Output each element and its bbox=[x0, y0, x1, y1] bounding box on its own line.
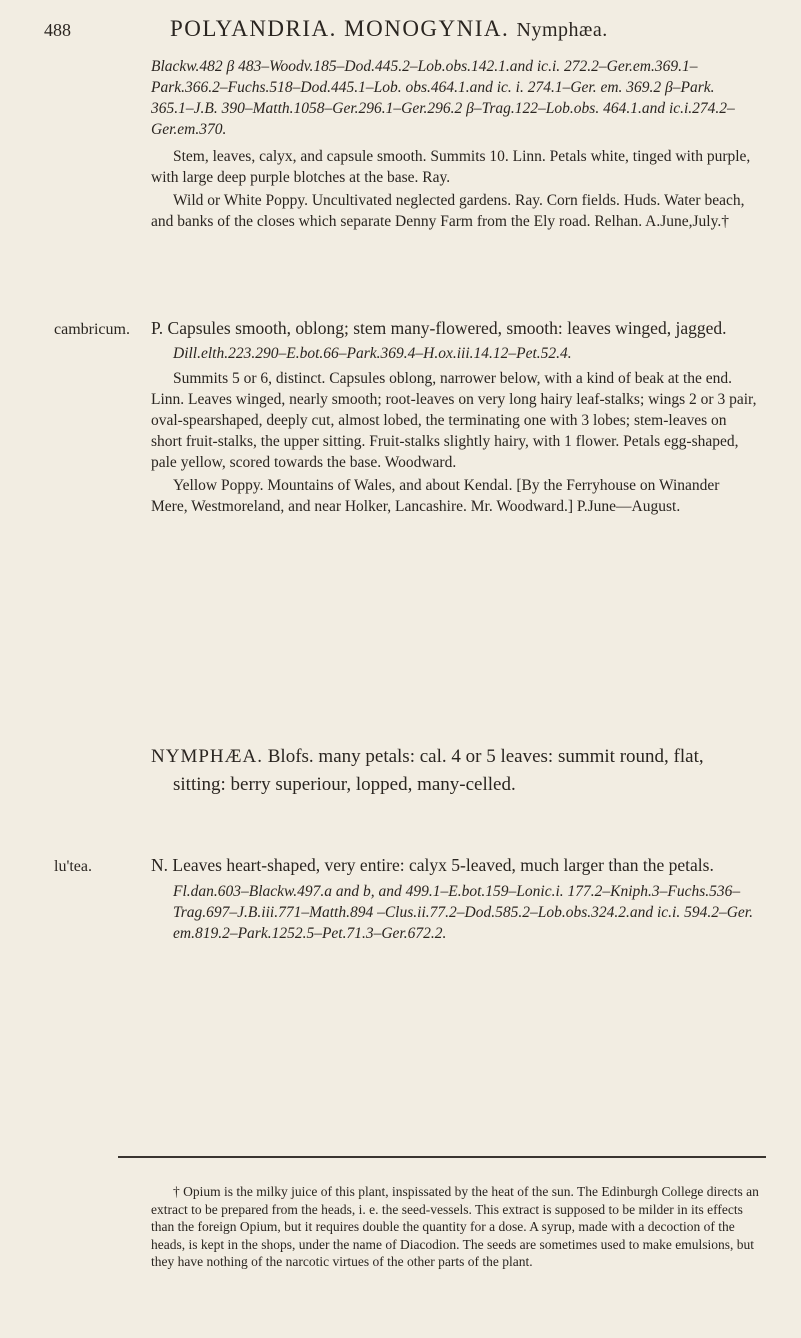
genus-characters: Blofs. many petals: cal. 4 or 5 leaves: summit round, flat, sitting: berry superiour, lopped, many-celled. bbox=[173, 746, 704, 795]
page-number: 488 bbox=[44, 20, 71, 40]
description-paragraph: Summits 5 or 6, distinct. Capsules oblong, narrower below, with a kind of beak at the end. Linn. Leaves winged, nearly smooth; root-leaves on very long hairy leaf-stalks; wings 2 or 3 pair, oval-spearshaped, deeply cut, almost lobed, the terminating one with 3 lobes; stem-leaves on short fruit-stalks, the upper sitting. Fruit-stalks slightly hairy, with 1 flower. Petals egg-shaped, pale yellow, scored towards the base. Woodward. bbox=[151, 370, 757, 471]
genus-description bbox=[151, 743, 757, 799]
species-entry-cambricum bbox=[151, 316, 757, 517]
species-entry-lutea bbox=[151, 853, 757, 944]
habitat-paragraph: Wild or White Poppy. Uncultivated neglected gardens. Ray. Corn fields. Huds. Water beach, and banks of the closes which separate Denny Farm from the Ely road. Relhan. A.June,July.† bbox=[151, 192, 745, 230]
species-margin-name-cambricum: cambricum. bbox=[54, 321, 130, 338]
habitat-paragraph: Yellow Poppy. Mountains of Wales, and about Kendal. [By the Ferryhouse on Winander Mere, Westmoreland, and near Holker, Lancashire. Mr. Woodward.] P.June—August. bbox=[151, 477, 720, 515]
species-diagnosis: P. Capsules smooth, oblong; stem many-flowered, smooth: leaves winged, jagged. bbox=[151, 318, 727, 338]
synonyms-paragraph: Blackw.482 β 483–Woodv.185–Dod.445.2–Lob.obs.142.1.and ic.i. 272.2–Ger.em.369.1–Park.366.2–Fuchs.518–Dod.445.1–Lob. obs.464.1.and ic. i. 274.1–Ger. em. 369.2 β–Park. 365.1–J.B. 390–Matth.1058–Ger.296.1–Ger.296.2 β–Trag.122–Lob.obs. 464.1.and ic.i.274.2–Ger.em.370. bbox=[151, 58, 735, 138]
synonyms-paragraph: Dill.elth.223.290–E.bot.66–Park.369.4–H.ox.iii.14.12–Pet.52.4. bbox=[173, 345, 572, 362]
footnote-text: † Opium is the milky juice of this plant, inspissated by the heat of the sun. The Edinburgh College directs an extract to be prepared from the heads, i. e. the seed-vessels. This extract is supposed to be milder in its effects than the foreign Opium, but it requires double the quantity for a dose. A syrup, made with a decoction of the heads, is kept in the shops, under the name of Diacodion. The seeds are sometimes used to make emulsions, but they have nothing of the narcotic virtues of the other parts of the plant. bbox=[151, 1184, 759, 1269]
top-entry bbox=[151, 56, 757, 232]
species-margin-name-lutea: lu'tea. bbox=[54, 858, 92, 875]
running-head-class-order: POLYANDRIA. MONOGYNIA. bbox=[170, 16, 510, 41]
footnote bbox=[151, 1183, 767, 1271]
running-head bbox=[170, 16, 608, 42]
description-paragraph: Stem, leaves, calyx, and capsule smooth. Summits 10. Linn. Petals white, tinged with purple, with large deep purple blotches at the base. Ray. bbox=[151, 148, 751, 186]
genus-entry-nymphaea bbox=[151, 743, 757, 799]
footnote-rule bbox=[118, 1156, 766, 1158]
genus-title: NYMPHÆA. bbox=[151, 746, 263, 767]
synonyms-paragraph: Fl.dan.603–Blackw.497.a and b, and 499.1–E.bot.159–Lonic.i. 177.2–Kniph.3–Fuchs.536–Trag.697–J.B.iii.771–Matth.894 –Clus.ii.77.2–Dod.585.2–Lob.obs.324.2.and ic.i. 594.2–Ger. em.819.2–Park.1252.5–Pet.71.3–Ger.672.2. bbox=[173, 883, 753, 942]
species-diagnosis: N. Leaves heart-shaped, very entire: calyx 5-leaved, much larger than the petals. bbox=[151, 855, 714, 875]
running-head-genus: Nymphæa. bbox=[516, 19, 608, 41]
